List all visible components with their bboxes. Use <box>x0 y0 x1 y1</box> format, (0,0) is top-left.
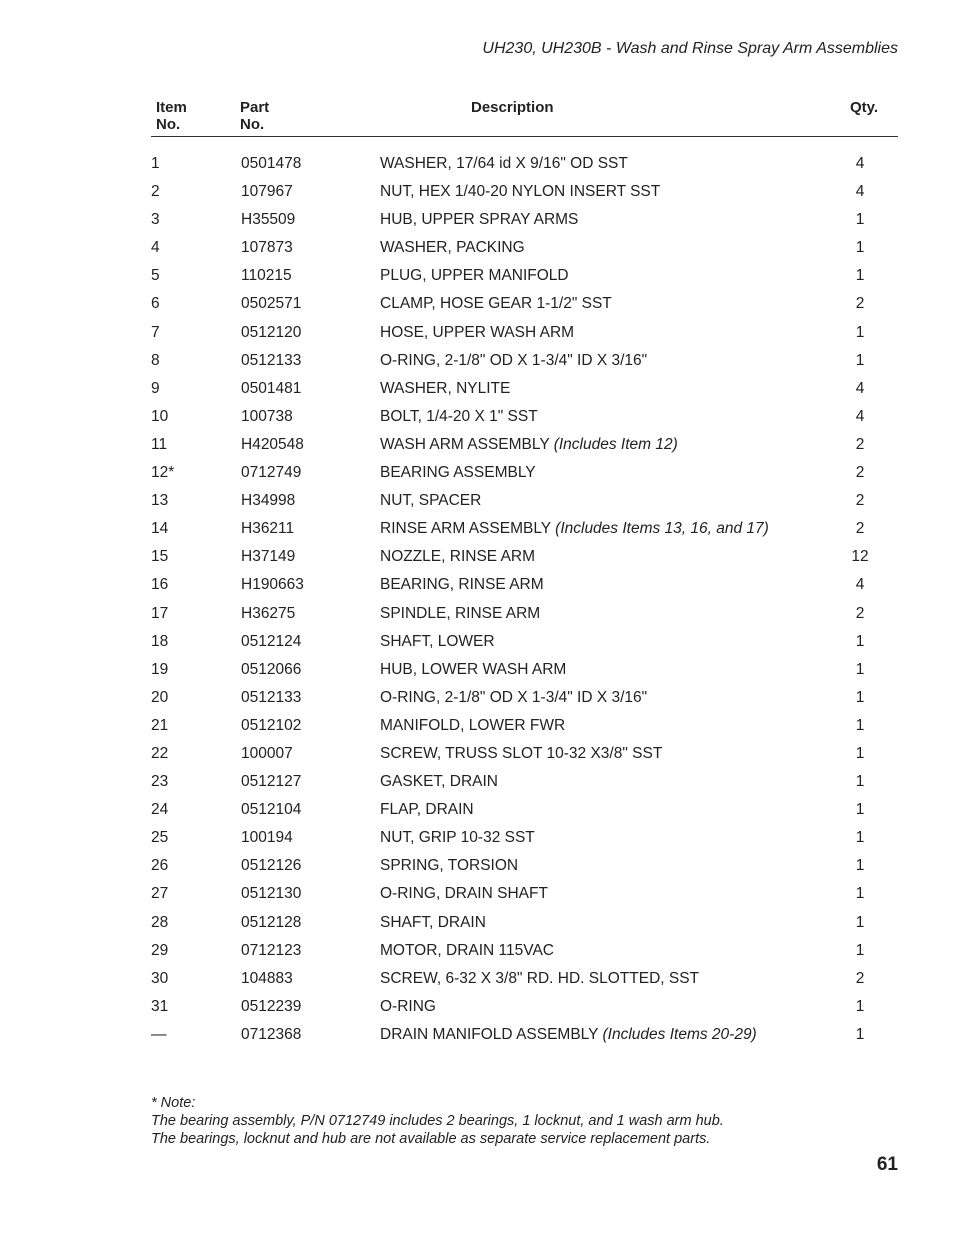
table-row <box>0 178 954 206</box>
description-text: SPRING, TORSION <box>380 857 519 875</box>
quantity: 1 <box>855 857 865 875</box>
part-number: 100194 <box>241 829 293 847</box>
item-number: 21 <box>151 716 169 734</box>
description-text: O-RING, 2-1/8" OD X 1-3/4" ID X 3/16" <box>380 351 648 369</box>
quantity: 4 <box>855 379 865 397</box>
item-number: 31 <box>151 997 169 1015</box>
table-row <box>0 571 954 599</box>
item-number: — <box>151 1025 167 1043</box>
quantity: 4 <box>855 183 865 201</box>
description-text: WASHER, PACKING <box>380 239 525 257</box>
quantity: 2 <box>855 464 865 482</box>
part-number: 0512133 <box>241 688 302 706</box>
table-row <box>0 740 954 768</box>
part-number: 0512104 <box>241 801 302 819</box>
item-number: 1 <box>151 155 160 172</box>
footnote-line-1: The bearing assembly, P/N 0712749 includes 2 bearings, 1 locknut, and 1 wash arm hub. <box>151 1113 724 1129</box>
quantity: 1 <box>855 829 865 847</box>
item-number: 3 <box>151 211 160 229</box>
description-cell <box>380 656 566 684</box>
quantity: 1 <box>855 660 865 678</box>
description-cell <box>380 600 540 628</box>
part-number: H420548 <box>241 435 304 453</box>
table-row <box>0 1021 954 1049</box>
table-row <box>0 150 954 178</box>
part-number: 107967 <box>241 183 293 201</box>
table-row <box>0 712 954 740</box>
item-number: 10 <box>151 407 169 425</box>
quantity: 4 <box>855 576 865 594</box>
item-number: 2 <box>151 183 160 201</box>
description-cell <box>380 712 565 740</box>
description-text: SHAFT, LOWER <box>380 632 495 650</box>
quantity: 1 <box>855 632 865 650</box>
table-row <box>0 880 954 908</box>
item-number: 11 <box>151 435 168 453</box>
item-number: 19 <box>151 660 169 678</box>
part-number: 0501478 <box>241 155 302 172</box>
table-row <box>0 656 954 684</box>
part-number: 0512239 <box>241 997 302 1015</box>
footnote <box>151 1094 724 1148</box>
table-row <box>0 768 954 796</box>
description-cell <box>380 515 769 543</box>
column-header-part-no <box>240 99 269 133</box>
column-header-item-no <box>156 99 187 133</box>
table-row <box>0 431 954 459</box>
item-number: 13 <box>151 492 169 510</box>
part-number: 100738 <box>241 407 293 425</box>
description-cell <box>380 937 554 965</box>
item-number: 29 <box>151 941 169 959</box>
description-cell <box>380 740 662 768</box>
description-text: PLUG, UPPER MANIFOLD <box>380 267 569 285</box>
description-text: NUT, SPACER <box>380 492 482 510</box>
table-row <box>0 600 954 628</box>
part-number: 0712123 <box>241 941 302 959</box>
table-row <box>0 796 954 824</box>
quantity: 1 <box>855 716 865 734</box>
description-text: NUT, HEX 1/40-20 NYLON INSERT SST <box>380 183 661 201</box>
table-row <box>0 487 954 515</box>
part-number: 0512130 <box>241 885 302 903</box>
description-cell <box>380 234 525 262</box>
item-number: 15 <box>151 548 169 566</box>
quantity: 2 <box>855 969 865 987</box>
description-cell <box>380 150 628 178</box>
description-cell <box>380 375 510 403</box>
parts-table <box>0 150 954 1049</box>
footnote-line-2: The bearings, locknut and hub are not available as separate service replacement parts. <box>151 1131 711 1147</box>
column-header-description: Description <box>471 99 554 116</box>
description-cell <box>380 965 699 993</box>
quantity: 1 <box>855 688 865 706</box>
description-cell <box>380 1021 757 1049</box>
description-cell <box>380 852 518 880</box>
description-cell <box>380 543 535 571</box>
description-text: DRAIN MANIFOLD ASSEMBLY <box>380 1025 603 1043</box>
table-row <box>0 824 954 852</box>
table-row <box>0 909 954 937</box>
quantity: 1 <box>855 773 865 791</box>
quantity: 4 <box>855 155 865 172</box>
part-number: 0512120 <box>241 323 302 341</box>
description-cell <box>380 796 474 824</box>
item-number: 30 <box>151 969 169 987</box>
description-cell <box>380 909 486 937</box>
item-number: 25 <box>151 829 169 847</box>
description-text: HUB, LOWER WASH ARM <box>380 660 567 678</box>
item-number: 8 <box>151 351 160 369</box>
part-number: 0512066 <box>241 660 302 678</box>
description-cell <box>380 571 544 599</box>
description-cell <box>380 768 498 796</box>
table-row <box>0 347 954 375</box>
table-row <box>0 375 954 403</box>
description-text: WASHER, 17/64 id X 9/16" OD SST <box>380 155 628 172</box>
description-text: NOZZLE, RINSE ARM <box>380 548 536 566</box>
description-text: CLAMP, HOSE GEAR 1-1/2" SST <box>380 295 612 313</box>
page-number: 61 <box>876 1154 898 1175</box>
quantity: 1 <box>855 941 865 959</box>
column-header-item-label: Item No. <box>156 99 187 133</box>
description-text: GASKET, DRAIN <box>380 773 498 791</box>
description-note: (Includes Items 20-29) <box>602 1025 757 1043</box>
quantity: 12 <box>851 548 869 566</box>
item-number: 9 <box>151 379 160 397</box>
part-number: 110215 <box>241 267 292 285</box>
item-number: 24 <box>151 801 169 819</box>
item-number: 22 <box>151 744 169 762</box>
part-number: 0512102 <box>241 716 302 734</box>
quantity: 1 <box>855 267 865 285</box>
quantity: 2 <box>855 295 865 313</box>
description-cell <box>380 347 647 375</box>
table-row <box>0 937 954 965</box>
table-row <box>0 965 954 993</box>
part-number: H35509 <box>241 211 296 229</box>
description-cell <box>380 824 535 852</box>
part-number: 0512126 <box>241 857 302 875</box>
description-text: BEARING ASSEMBLY <box>380 464 536 482</box>
table-row <box>0 234 954 262</box>
item-number: 16 <box>151 576 169 594</box>
part-number: 0512128 <box>241 913 302 931</box>
part-number: H36211 <box>241 520 295 538</box>
description-cell <box>380 290 612 318</box>
part-number: 0512127 <box>241 773 302 791</box>
description-text: WASHER, NYLITE <box>380 379 511 397</box>
part-number: 0512124 <box>241 632 302 650</box>
item-number: 20 <box>151 688 169 706</box>
table-row <box>0 628 954 656</box>
item-number: 27 <box>151 885 169 903</box>
description-cell <box>380 403 538 431</box>
item-number: 18 <box>151 632 169 650</box>
description-cell <box>380 628 495 656</box>
item-number: 26 <box>151 857 169 875</box>
description-text: BOLT, 1/4-20 X 1" SST <box>380 407 538 425</box>
table-row <box>0 403 954 431</box>
description-text: O-RING <box>380 997 436 1015</box>
description-cell <box>380 880 548 908</box>
description-cell <box>380 262 569 290</box>
quantity: 4 <box>855 407 865 425</box>
description-cell <box>380 459 536 487</box>
description-text: NUT, GRIP 10-32 SST <box>380 829 535 847</box>
table-row <box>0 319 954 347</box>
description-text: FLAP, DRAIN <box>380 801 474 819</box>
quantity: 1 <box>855 211 865 229</box>
part-number: 107873 <box>241 239 293 257</box>
quantity: 2 <box>855 520 865 538</box>
description-text: O-RING, DRAIN SHAFT <box>380 885 548 903</box>
table-row <box>0 684 954 712</box>
table-row <box>0 543 954 571</box>
table-row <box>0 290 954 318</box>
part-number: H34998 <box>241 492 296 510</box>
description-text: SCREW, 6-32 X 3/8" RD. HD. SLOTTED, SST <box>380 969 700 987</box>
description-text: BEARING, RINSE ARM <box>380 576 544 594</box>
table-row <box>0 515 954 543</box>
part-number: 104883 <box>241 969 293 987</box>
item-number: 5 <box>151 267 160 285</box>
part-number: 0501481 <box>241 379 302 397</box>
part-number: H36275 <box>241 604 296 622</box>
description-cell <box>380 993 436 1021</box>
column-header-qty: Qty. <box>850 99 879 116</box>
quantity: 2 <box>855 435 865 453</box>
description-cell <box>380 684 647 712</box>
description-text: WASH ARM ASSEMBLY <box>380 435 554 453</box>
description-text: MANIFOLD, LOWER FWR <box>380 716 566 734</box>
quantity: 1 <box>855 1025 865 1043</box>
table-row <box>0 206 954 234</box>
description-cell <box>380 206 578 234</box>
quantity: 1 <box>855 239 865 257</box>
quantity: 1 <box>855 351 865 369</box>
column-header-part-label: Part No. <box>240 99 270 133</box>
description-text: HUB, UPPER SPRAY ARMS <box>380 211 579 229</box>
table-row <box>0 459 954 487</box>
description-cell <box>380 319 574 347</box>
description-cell <box>380 487 481 515</box>
table-row <box>0 852 954 880</box>
footnote-label: * Note: <box>151 1095 196 1111</box>
item-number: 7 <box>151 323 160 341</box>
description-text: MOTOR, DRAIN 115VAC <box>380 941 554 959</box>
item-number: 12* <box>151 464 175 482</box>
part-number: 0502571 <box>241 295 302 313</box>
description-text: SPINDLE, RINSE ARM <box>380 604 541 622</box>
quantity: 1 <box>855 913 865 931</box>
item-number: 6 <box>151 295 160 313</box>
quantity: 2 <box>855 492 865 510</box>
header-divider <box>151 136 898 137</box>
description-text: O-RING, 2-1/8" OD X 1-3/4" ID X 3/16" <box>380 688 648 706</box>
part-number: 0712749 <box>241 464 302 482</box>
table-row <box>0 993 954 1021</box>
table-row <box>0 262 954 290</box>
item-number: 17 <box>151 604 169 622</box>
description-note: (Includes Items 13, 16, and 17) <box>555 520 769 538</box>
item-number: 14 <box>151 520 169 538</box>
quantity: 2 <box>855 604 865 622</box>
part-number: H190663 <box>241 576 304 594</box>
description-text: HOSE, UPPER WASH ARM <box>380 323 575 341</box>
quantity: 1 <box>855 744 865 762</box>
part-number: 100007 <box>241 744 293 762</box>
quantity: 1 <box>855 885 865 903</box>
item-number: 23 <box>151 773 169 791</box>
page-header-title: UH230, UH230B - Wash and Rinse Spray Arm Assemblies <box>482 40 898 57</box>
description-text: SCREW, TRUSS SLOT 10-32 X3/8" SST <box>380 744 663 762</box>
item-number: 28 <box>151 913 169 931</box>
description-note: (Includes Item 12) <box>553 435 678 453</box>
description-cell <box>380 178 660 206</box>
item-number: 4 <box>151 239 160 257</box>
part-number: 0712368 <box>241 1025 302 1043</box>
quantity: 1 <box>855 801 865 819</box>
part-number: H37149 <box>241 548 296 566</box>
description-text: RINSE ARM ASSEMBLY <box>380 520 556 538</box>
quantity: 1 <box>855 997 865 1015</box>
quantity: 1 <box>855 323 865 341</box>
part-number: 0512133 <box>241 351 302 369</box>
description-cell <box>380 431 678 459</box>
description-text: SHAFT, DRAIN <box>380 913 486 931</box>
